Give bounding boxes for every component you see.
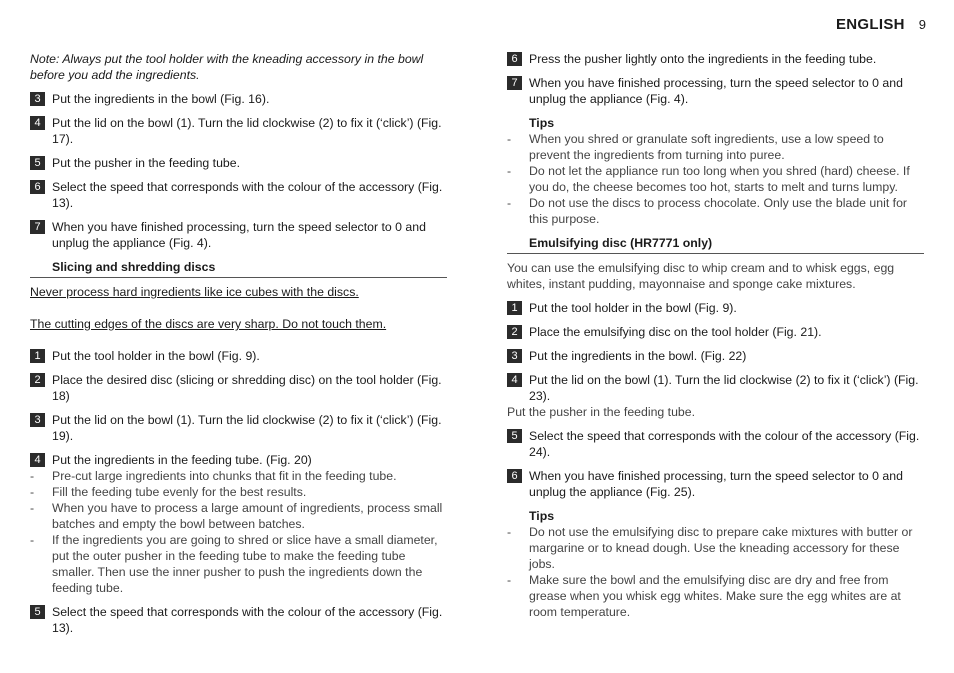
step-text: Put the pusher in the feeding tube.: [52, 156, 241, 170]
step-text: Select the speed that corresponds with the colour of the accessory (Fig. 13).: [52, 180, 443, 210]
step-text: Select the speed that corresponds with the colour of the accessory (Fig. 24).: [529, 429, 920, 459]
tips-list: [507, 131, 924, 227]
step-text: Put the tool holder in the bowl (Fig. 9).: [529, 301, 737, 315]
step-item: [30, 372, 447, 404]
step-number: 3: [507, 349, 522, 363]
step-number: 3: [30, 92, 45, 106]
step-number: 3: [30, 413, 45, 427]
step-number: 5: [30, 605, 45, 619]
left-column: [30, 51, 447, 644]
step-item: [507, 348, 924, 364]
step-number: 7: [30, 220, 45, 234]
step-text: Place the emulsifying disc on the tool holder (Fig. 21).: [529, 325, 822, 339]
step-item: [30, 155, 447, 171]
step-item: [507, 75, 924, 107]
tips-heading: Tips: [529, 116, 555, 130]
step-item: [507, 300, 924, 316]
step-number: 2: [30, 373, 45, 387]
step-number: 4: [30, 453, 45, 467]
step-item: [507, 324, 924, 340]
step-item: [30, 179, 447, 211]
page-number: 9: [918, 17, 926, 32]
section-title-emulsifying: Emulsifying disc (HR7771 only): [507, 235, 924, 254]
step-item: [30, 452, 447, 468]
bullet-item: - If the ingredients you are going to shred or slice have a small diameter, put the outer pusher in the feeding tube to make the feeding tube smaller. Then use the inner pusher to push the ingredients down the feeding tube.: [30, 532, 447, 596]
language-label: ENGLISH: [835, 16, 905, 33]
tips-heading: Tips: [529, 509, 555, 523]
step-text: When you have finished processing, turn the speed selector to 0 and unplug the appliance (Fig. 4).: [529, 76, 903, 106]
step-item: [507, 428, 924, 460]
note-text: Note: Always put the tool holder with the kneading accessory in the bowl before you add the ingredients.: [30, 52, 424, 82]
step-text: Put the ingredients in the bowl. (Fig. 22): [529, 349, 747, 363]
step-number: 1: [507, 301, 522, 315]
step-text: Put the ingredients in the feeding tube. (Fig. 20): [52, 453, 312, 467]
section-title-slicing: Slicing and shredding discs: [30, 259, 447, 278]
tip-item: - Do not use the discs to process chocolate. Only use the blade unit for this purpose.: [507, 195, 924, 227]
step-text: Place the desired disc (slicing or shredding disc) on the tool holder (Fig. 18): [52, 373, 442, 403]
tips-list: [507, 524, 924, 620]
step-number: 6: [507, 469, 522, 483]
step-item: [30, 604, 447, 636]
tip-item: - Do not use the emulsifying disc to prepare cake mixtures with butter or margarine or to knead dough. Use the kneading accessory for these jobs.: [507, 524, 924, 572]
step-number: 5: [507, 429, 522, 443]
step-item: [30, 348, 447, 364]
step-number: 5: [30, 156, 45, 170]
step-text: Put the lid on the bowl (1). Turn the lid clockwise (2) to fix it (‘click’) (Fig. 19).: [52, 413, 442, 443]
step-number: 6: [30, 180, 45, 194]
tip-item: - When you shred or granulate soft ingredients, use a low speed to prevent the ingredients from turning into puree.: [507, 131, 924, 163]
step-text: Put the tool holder in the bowl (Fig. 9).: [52, 349, 260, 363]
step-number: 7: [507, 76, 522, 90]
step-item: [30, 115, 447, 147]
step-text: When you have finished processing, turn the speed selector to 0 and unplug the appliance (Fig. 25).: [529, 469, 903, 499]
step-item: [30, 412, 447, 444]
step-item: [507, 372, 924, 404]
bullet-item: - Pre-cut large ingredients into chunks that fit in the feeding tube.: [30, 468, 447, 484]
step-text: Select the speed that corresponds with the colour of the accessory (Fig. 13).: [52, 605, 443, 635]
step-number: 1: [30, 349, 45, 363]
step-number: 6: [507, 52, 522, 66]
step-item: [30, 219, 447, 251]
bullet-list: [30, 468, 447, 596]
step-text: Press the pusher lightly onto the ingredients in the feeding tube.: [529, 52, 877, 66]
step-number: 4: [30, 116, 45, 130]
step-item: [30, 91, 447, 107]
warning-sharp-edges: The cutting edges of the discs are very sharp. Do not touch them.: [30, 317, 387, 331]
step-text: Put the ingredients in the bowl (Fig. 16).: [52, 92, 270, 106]
bullet-item: - When you have to process a large amount of ingredients, process small batches and empty the bowl between batches.: [30, 500, 447, 532]
step-text: Put the lid on the bowl (1). Turn the lid clockwise (2) to fix it (‘click’) (Fig. 17).: [52, 116, 442, 146]
step-text: Put the lid on the bowl (1). Turn the lid clockwise (2) to fix it (‘click’) (Fig. 23).: [529, 373, 919, 403]
step-text: When you have finished processing, turn the speed selector to 0 and unplug the appliance (Fig. 4).: [52, 220, 426, 250]
right-column: [507, 51, 924, 628]
step-number: 4: [507, 373, 522, 387]
step-item: [507, 468, 924, 500]
intro-text: You can use the emulsifying disc to whip cream and to whisk eggs, egg whites, instant pudding, mayonnaise and sponge cake mixtures.: [507, 261, 895, 291]
step-item: [507, 51, 924, 67]
tip-item: - Make sure the bowl and the emulsifying disc are dry and free from grease when you whisk egg whites. Make sure the egg whites are at room temperature.: [507, 572, 924, 620]
warning-ice-cubes: Never process hard ingredients like ice cubes with the discs.: [30, 285, 359, 299]
step-number: 2: [507, 325, 522, 339]
pusher-note: Put the pusher in the feeding tube.: [507, 405, 696, 419]
page-header: [836, 17, 926, 33]
tip-item: - Do not let the appliance run too long when you shred (hard) cheese. If you do, the cheese becomes too hot, starts to melt and turns lumpy.: [507, 163, 924, 195]
bullet-item: - Fill the feeding tube evenly for the best results.: [30, 484, 447, 500]
